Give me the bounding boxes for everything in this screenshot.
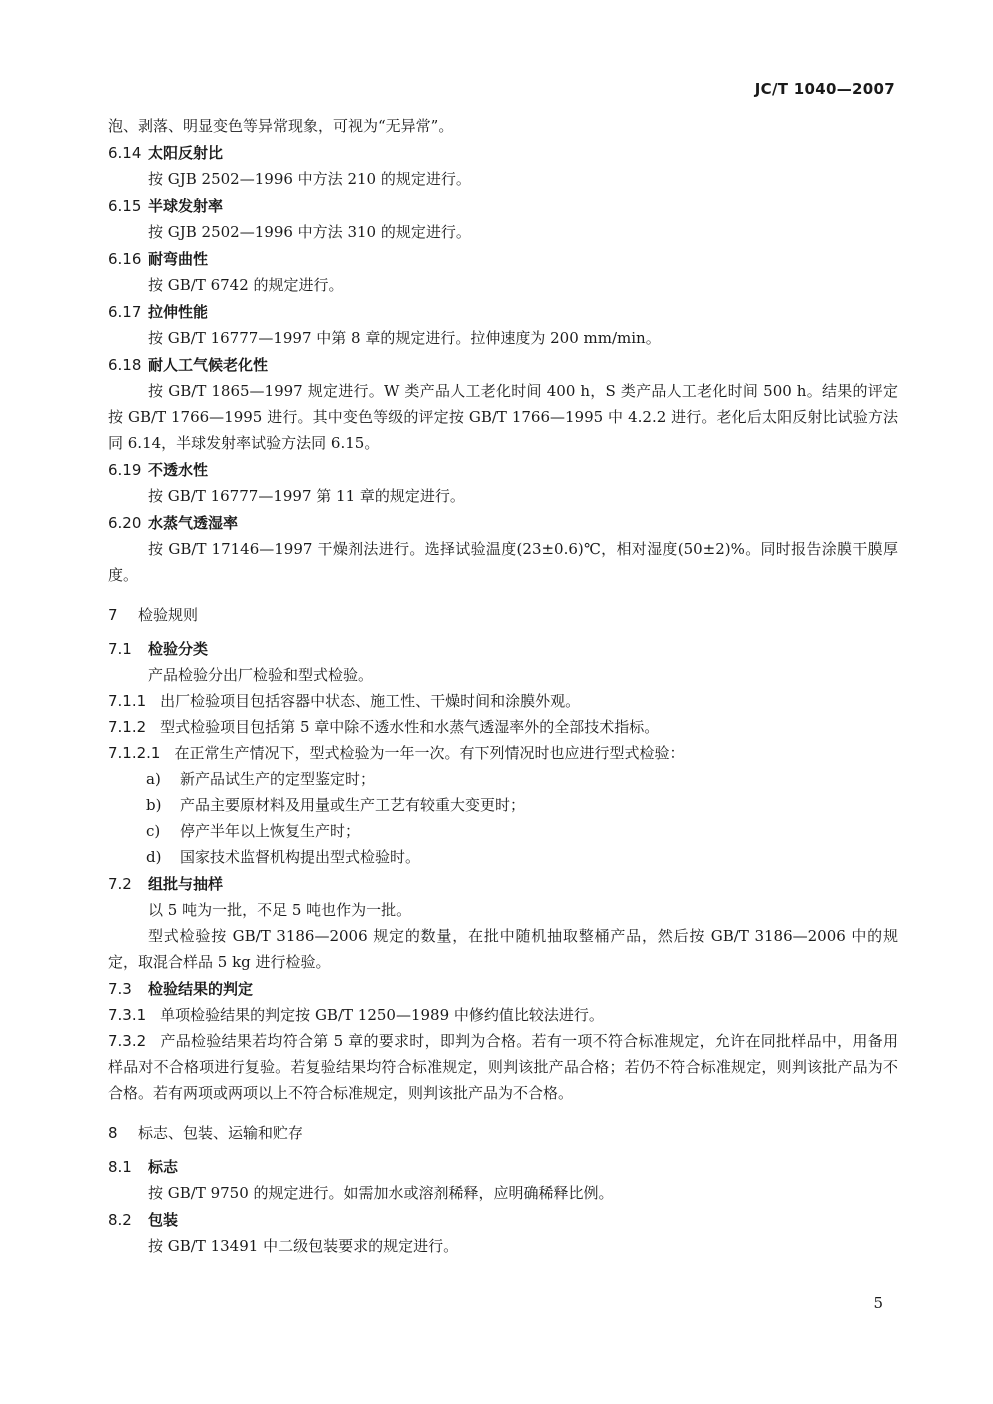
section-7-1-body: 产品检验分出厂检验和型式检验。	[148, 666, 374, 684]
section-number: 7.2	[108, 875, 132, 893]
chapter-7-heading	[108, 602, 898, 628]
section-number: 6.20	[108, 514, 142, 532]
section-6-19-body: 按 GB/T 16777—1997 第 11 章的规定进行。	[148, 487, 465, 505]
list-item	[108, 766, 898, 792]
clause-7-1-2-1	[108, 740, 898, 766]
section-6-17-body: 按 GB/T 16777—1997 中第 8 章的规定进行。拉伸速度为 200 mm/min。	[148, 329, 661, 347]
list-marker: d)	[146, 848, 162, 866]
list-text: 产品主要原材料及用量或生产工艺有较重大变更时；	[180, 796, 526, 814]
section-6-14-heading	[108, 140, 898, 166]
section-8-1-heading	[108, 1154, 898, 1180]
list-marker: c)	[146, 822, 161, 840]
list-item	[108, 792, 898, 818]
clause-text: 型式检验项目包括第 5 章中除不透水性和水蒸气透湿率外的全部技术指标。	[160, 718, 660, 736]
section-title: 耐人工气候老化性	[148, 356, 269, 374]
chapter-number: 8	[108, 1124, 118, 1142]
chapter-number: 7	[108, 606, 118, 624]
clause-7-3-2	[108, 1028, 898, 1106]
section-7-2-heading	[108, 871, 898, 897]
section-7-2-para-2: 型式检验按 GB/T 3186—2006 规定的数量，在批中随机抽取整桶产品，然后按 GB/T 3186—2006 中的规定，取混合样品 5 kg 进行检验。	[108, 927, 898, 971]
chapter-8-heading	[108, 1120, 898, 1146]
document-body	[108, 113, 898, 1259]
clause-number: 7.1.2	[108, 718, 147, 736]
section-6-18-body: 按 GB/T 1865—1997 规定进行。W 类产品人工老化时间 400 h，S 类产品人工老化时间 500 h。结果的评定按 GB/T 1766—1995 进行。其中变色等级的评定按 GB/T 1766—1995 中 4.2.2 进行。老化后太阳反射比试验方法同 6.14，半球发射率试验方法同 6.15。	[108, 382, 898, 452]
section-number: 6.19	[108, 461, 142, 479]
section-6-17-heading	[108, 299, 898, 325]
section-title: 水蒸气透湿率	[148, 514, 239, 532]
clause-number: 7.3.1	[108, 1006, 147, 1024]
list-text: 新产品试生产的定型鉴定时；	[180, 770, 376, 788]
clause-number: 7.3.2	[108, 1032, 147, 1050]
section-title: 检验结果的判定	[148, 980, 254, 998]
section-8-2-body: 按 GB/T 13491 中二级包装要求的规定进行。	[148, 1237, 459, 1255]
clause-text: 出厂检验项目包括容器中状态、施工性、干燥时间和涂膜外观。	[160, 692, 581, 710]
list-marker: a)	[146, 770, 161, 788]
section-title: 包装	[148, 1211, 179, 1229]
section-6-16-body: 按 GB/T 6742 的规定进行。	[148, 276, 344, 294]
list-item	[108, 818, 898, 844]
section-6-18-heading	[108, 352, 898, 378]
clause-7-1-1	[108, 688, 898, 714]
list-item	[108, 844, 898, 870]
section-title: 检验分类	[148, 640, 209, 658]
section-6-14-body: 按 GJB 2502—1996 中方法 210 的规定进行。	[148, 170, 471, 188]
section-number: 7.3	[108, 980, 132, 998]
section-number: 8.2	[108, 1211, 132, 1229]
section-6-16-heading	[108, 246, 898, 272]
clause-7-3-1	[108, 1002, 898, 1028]
section-7-3-heading	[108, 976, 898, 1002]
section-number: 7.1	[108, 640, 132, 658]
section-8-1-body: 按 GB/T 9750 的规定进行。如需加水或溶剂稀释，应明确稀释比例。	[148, 1184, 614, 1202]
section-6-15-body: 按 GJB 2502—1996 中方法 310 的规定进行。	[148, 223, 471, 241]
clause-number: 7.1.1	[108, 692, 147, 710]
section-number: 6.17	[108, 303, 142, 321]
section-7-1-heading	[108, 636, 898, 662]
section-title: 半球发射率	[148, 197, 224, 215]
section-title: 不透水性	[148, 461, 209, 479]
section-title: 太阳反射比	[148, 144, 224, 162]
section-6-20-body: 按 GB/T 17146—1997 干燥剂法进行。选择试验温度(23±0.6)℃，相对湿度(50±2)%。同时报告涂膜干膜厚度。	[108, 540, 898, 584]
section-number: 8.1	[108, 1158, 132, 1176]
section-number: 6.16	[108, 250, 142, 268]
section-title: 标志	[148, 1158, 179, 1176]
intro-line: 泡、剥落、明显变色等异常现象，可视为“无异常”。	[108, 117, 454, 135]
list-marker: b)	[146, 796, 162, 814]
chapter-title: 检验规则	[138, 606, 199, 624]
section-title: 耐弯曲性	[148, 250, 209, 268]
clause-text: 产品检验结果若均符合第 5 章的要求时，即判为合格。若有一项不符合标准规定，允许在同批样品中，用备用样品对不合格项进行复验。若复验结果均符合标准规定，则判该批产品合格；若仍不符合标准规定，则判该批产品为不合格。若有两项或两项以上不符合标准规定，则判该批产品为不合格。	[108, 1032, 898, 1102]
section-6-19-heading	[108, 457, 898, 483]
section-number: 6.15	[108, 197, 142, 215]
section-8-2-heading	[108, 1207, 898, 1233]
clause-number: 7.1.2.1	[108, 744, 161, 762]
list-text: 停产半年以上恢复生产时；	[180, 822, 361, 840]
clause-7-1-2	[108, 714, 898, 740]
section-7-2-para-1: 以 5 吨为一批，不足 5 吨也作为一批。	[148, 901, 412, 919]
list-text: 国家技术监督机构提出型式检验时。	[180, 848, 421, 866]
section-number: 6.18	[108, 356, 142, 374]
clause-text: 在正常生产情况下，型式检验为一年一次。有下列情况时也应进行型式检验：	[174, 744, 685, 762]
chapter-title: 标志、包装、运输和贮存	[138, 1124, 304, 1142]
section-6-20-heading	[108, 510, 898, 536]
section-6-15-heading	[108, 193, 898, 219]
section-number: 6.14	[108, 144, 142, 162]
standard-code: JC/T 1040—2007	[754, 80, 895, 98]
page-number: 5	[873, 1294, 883, 1312]
clause-text: 单项检验结果的判定按 GB/T 1250—1989 中修约值比较法进行。	[160, 1006, 604, 1024]
section-title: 组批与抽样	[148, 875, 224, 893]
section-title: 拉伸性能	[148, 303, 209, 321]
